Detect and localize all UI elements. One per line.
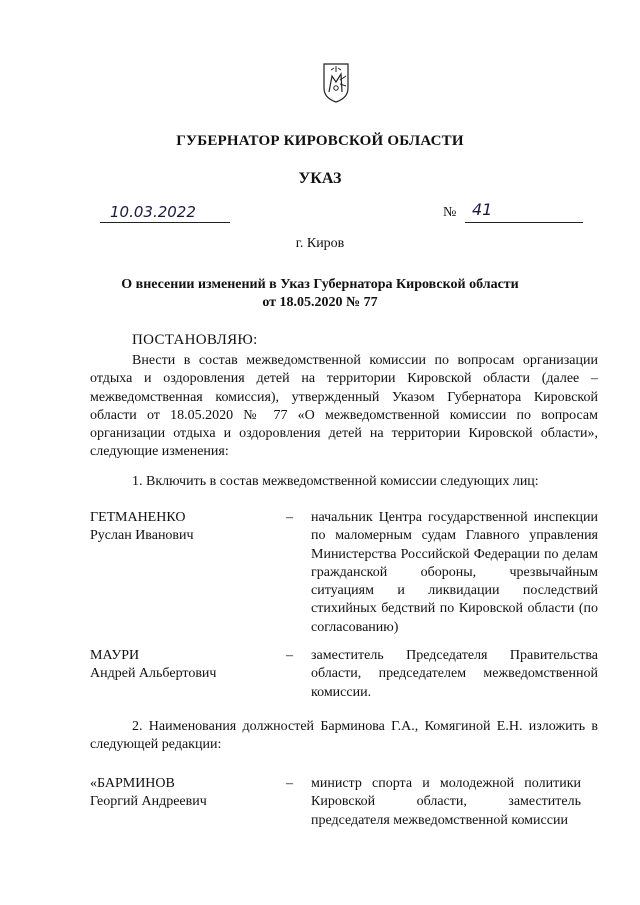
city: г. Киров xyxy=(295,236,345,251)
number-underline xyxy=(465,222,583,223)
member-name xyxy=(90,775,280,812)
member-surname: «БАРМИНОВ xyxy=(90,776,175,791)
subject-line: от 18.05.2020 № 77 xyxy=(262,295,378,310)
item-2: 2. Наименования должностей Барминова Г.А., Комягиной Е.Н. изложить в следующей редакции: xyxy=(90,719,598,753)
member-surname: МАУРИ xyxy=(90,648,140,663)
subject-line: О внесении изменений в Указ Губернатора Кировской области xyxy=(121,277,519,292)
coat-of-arms-icon xyxy=(322,62,350,104)
dash: – xyxy=(286,648,293,663)
dash: – xyxy=(286,776,293,791)
member-name xyxy=(90,509,280,546)
member-given-names: Георгий Андреевич xyxy=(90,794,207,810)
document-date: 10.03.2022 xyxy=(110,203,196,221)
decree-word: ПОСТАНОВЛЯЮ: xyxy=(132,332,258,348)
dash: – xyxy=(286,510,293,525)
member-position: министр спорта и молодежной политики Кировской области, заместитель председателя межведомственной комиссии xyxy=(311,776,581,828)
issuing-authority: ГУБЕРНАТОР КИРОВСКОЙ ОБЛАСТИ xyxy=(176,133,464,149)
member-name xyxy=(90,647,280,684)
member-position: начальник Центра государственной инспекции по маломерным судам Главного управления Министерства Российской Федерации по делам гражданской обороны, чрезвычайным ситуациям и ликвидации последствий стихийных бедствий по Кировской области (по согласованию) xyxy=(311,510,598,635)
member-given-names: Андрей Альбертович xyxy=(90,666,217,682)
date-underline xyxy=(100,222,230,223)
number-label: № xyxy=(443,205,457,220)
document-subject xyxy=(0,276,640,312)
intro-paragraph: Внести в состав межведомственной комиссии по вопросам организации отдыха и оздоровления детей на территории Кировской области (далее – межведомственная комиссия), утвержденный Указом Губернатора Кировской области от 18.05.2020 № 77 «О межведомственной комиссии по вопросам организации отдыха и оздоровления детей на территории Кировской области», следующие изменения: xyxy=(90,353,598,460)
member-position: заместитель Председателя Правительства области, председателем межведомственной комиссии. xyxy=(311,648,598,700)
item-1: 1. Включить в состав межведомственной комиссии следующих лиц: xyxy=(132,474,539,489)
document-number: 41 xyxy=(472,200,493,219)
member-surname: ГЕТМАНЕНКО xyxy=(90,510,186,525)
document-type: УКАЗ xyxy=(298,170,342,187)
member-given-names: Руслан Иванович xyxy=(90,528,194,544)
